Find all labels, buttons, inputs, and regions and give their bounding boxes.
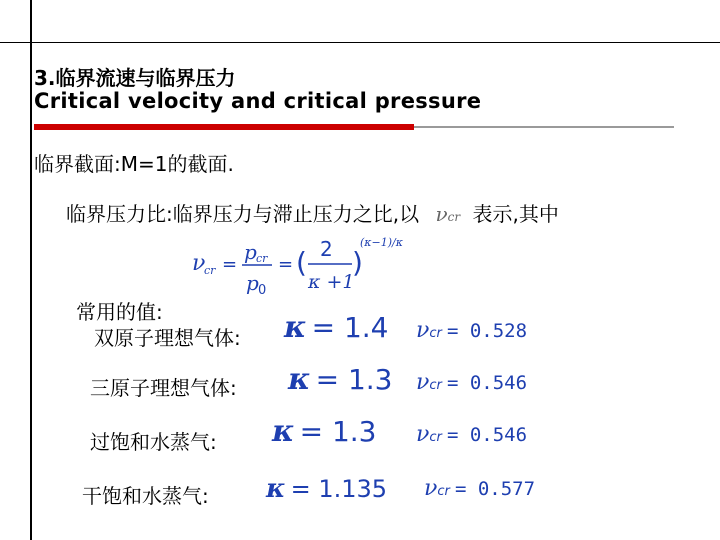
pressure-ratio-definition xyxy=(66,198,559,227)
pressure-ratio-suffix: 表示,其中 xyxy=(472,202,559,226)
formula-eq1: = xyxy=(222,254,238,275)
critical-section-definition: 临界截面:M=1的截面. xyxy=(34,152,234,176)
formula-lhs-nu: ν xyxy=(192,251,206,276)
formula-p-numerator: p xyxy=(244,240,257,264)
formula-p-denominator-sub: 0 xyxy=(258,283,267,298)
left-border-line xyxy=(30,0,32,540)
row-triatomic-nu: νcr = 0.546 xyxy=(416,370,528,395)
critical-pressure-ratio-formula xyxy=(190,232,420,300)
title-underline-gray xyxy=(414,126,674,128)
formula-left-paren: ( xyxy=(296,246,307,279)
row-triatomic-kappa: κ = 1.3 xyxy=(288,362,393,397)
formula-frac-denominator: κ +1 xyxy=(308,271,355,293)
formula-p-denominator: p xyxy=(246,271,259,295)
slide-title-english: Critical velocity and critical pressure xyxy=(34,89,482,113)
common-values-label: 常用的值: xyxy=(76,300,163,324)
formula-p-numerator-sub: cr xyxy=(256,252,268,265)
formula-right-paren: ) xyxy=(352,246,363,279)
row-triatomic-label: 三原子理想气体: xyxy=(90,376,237,400)
formula-eq2: = xyxy=(278,254,294,275)
pressure-ratio-prefix: 临界压力比:临界压力与滞止压力之比,以 xyxy=(66,202,420,226)
row-diatomic-kappa: κ = 1.4 xyxy=(284,310,389,345)
row-dry-saturated-steam-nu: νcr = 0.577 xyxy=(424,476,536,501)
formula-lhs-sub: cr xyxy=(204,264,216,277)
top-border-line xyxy=(0,42,720,43)
row-supersaturated-steam-kappa: κ = 1.3 xyxy=(272,414,377,449)
slide-title-chinese: 3.临界流速与临界压力 xyxy=(34,66,236,90)
nu-cr-symbol: νcr xyxy=(435,202,461,226)
row-dry-saturated-steam-kappa: κ = 1.135 xyxy=(266,474,388,504)
row-diatomic-nu: νcr = 0.528 xyxy=(416,318,528,343)
formula-exponent: (κ−1)/κ xyxy=(360,236,403,249)
formula-frac-numerator: 2 xyxy=(320,237,333,261)
row-dry-saturated-steam-label: 干饱和水蒸气: xyxy=(82,484,209,508)
row-supersaturated-steam-nu: νcr = 0.546 xyxy=(416,422,528,447)
row-supersaturated-steam-label: 过饱和水蒸气: xyxy=(90,430,217,454)
row-diatomic-label: 双原子理想气体: xyxy=(94,326,241,350)
title-underline-red xyxy=(34,124,414,130)
